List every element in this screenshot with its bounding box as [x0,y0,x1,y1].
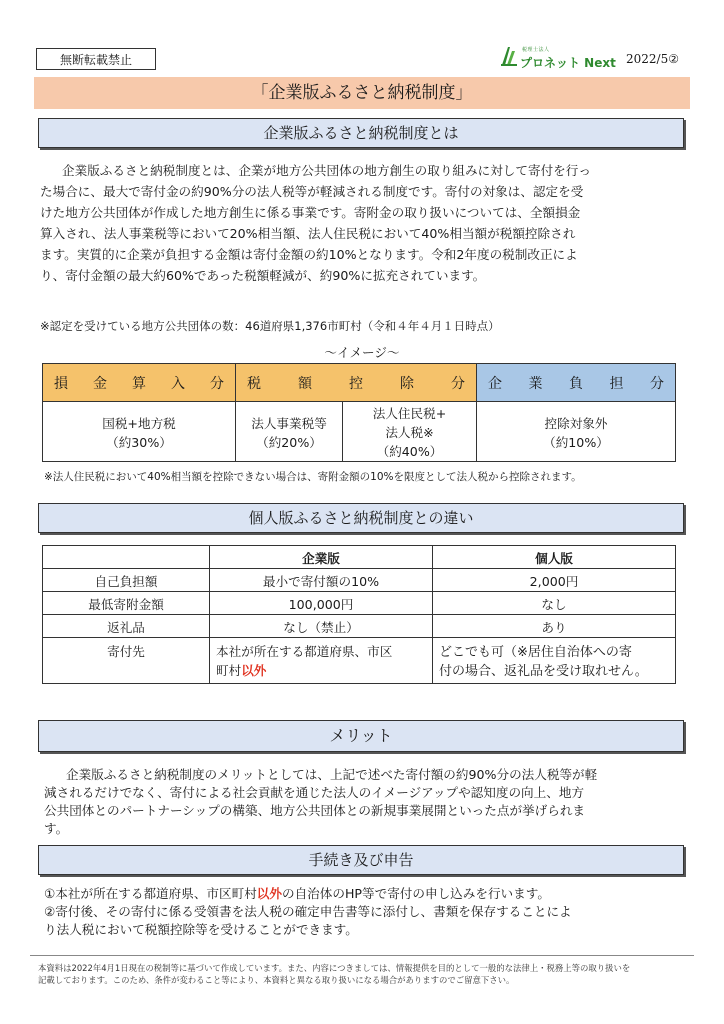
row-label: 自己負担額 [43,569,210,592]
overview-line: けた地方公共団体が作成した地方創生に係る事業です。寄附金の取り扱いについては、全額損金 [40,205,581,220]
section-heading-procedure: 手続き及び申告 [38,845,684,875]
corporate-destination-line [216,660,426,679]
header-company-burden [477,364,676,402]
cell-text: （約10%） [543,434,609,450]
cell-text: （約40%） [376,444,443,459]
header-char: 算 [132,375,146,392]
header-char: 分 [451,375,465,392]
overview-line: り、寄付金額の最大約60%であった税額軽減が、約90%に拡充されています。 [40,268,486,283]
header-char: 金 [93,375,107,392]
logo-mark-icon [500,45,518,67]
cell-text: 法人税※ [385,425,434,440]
corporate-value: なし（禁止） [210,615,433,638]
section-heading-merits: メリット [38,720,684,752]
header-char: 入 [171,375,185,392]
header-tax-credit [236,364,477,402]
header-char: 額 [298,375,312,392]
cell-text: 法人事業税等 [251,415,327,431]
corporate-destination-line: 本社が所在する都道府県、市区 [216,644,393,659]
header-char: 控 [349,375,363,392]
emphasis-except: 以外 [256,886,282,901]
procedure-list [44,885,686,939]
merits-line: 公共団体とのパートナーシップの構築、地方公共団体との新規事業展開といった点が挙げられま [44,803,586,818]
header-char: 担 [609,375,624,392]
emphasis-except: 以外 [241,663,267,678]
overview-line: 算入され、法人事業税等において20%相当額、法人住民税において40%相当額が税額控除され [40,226,576,241]
header-char: 損 [54,375,68,392]
cell-non-deductible [477,402,676,462]
individual-destination-line: どこでも可（※居住自治体への寄 [439,645,632,660]
corporate-value: 最小で寄付額の10% [210,569,433,592]
cell-text: 控除対象外 [544,415,608,431]
comparison-corner [43,546,210,569]
row-label: 最低寄附金額 [43,592,210,615]
header-char: 分 [210,375,224,392]
logo-subtitle: 税理士法人 [522,47,550,53]
header-char: 税 [247,375,261,392]
column-header-corporate: 企業版 [210,546,433,569]
overview-paragraph [40,160,690,286]
header-char: 企 [488,375,502,392]
merits-line: 減されるだけでなく、寄付による社会貢献を通じた法人のイメージアップや認知度の向上、地方 [44,785,585,800]
header-char: 業 [528,375,543,392]
logo-name: プロネット Next [520,56,616,70]
overview-line: た場合に、最大で寄付金の約90%分の法人税等が軽減される制度です。寄付の対象は、認定を受 [40,184,584,199]
overview-line: 企業版ふるさと納税制度とは、企業が地方公共団体の地方創生の取り組みに対して寄付を行っ [62,163,591,178]
certified-count-note: ※認定を受けている地方公共団体の数：46道府県1,376市町村（令和４年４月１日時点） [40,319,500,333]
column-header-individual: 個人版 [433,546,676,569]
table-row [43,592,676,615]
step-text: の自治体のHP等で寄付の申し込みを行います。 [281,886,550,901]
row-label: 返礼品 [43,615,210,638]
merits-line: 企業版ふるさと納税制度のメリットとしては、上記で述べた寄付額の約90%分の法人税等が軽 [66,767,598,782]
procedure-step-2-cont: り法人税において税額控除等を受けることができます。 [44,922,358,937]
corporate-value [210,638,433,684]
header-char: 分 [650,375,664,392]
cell-text: 法人住民税+ [372,406,447,421]
cell-text: （約20%） [256,434,322,450]
cell-text: （約30%） [106,434,172,450]
footer-divider [30,955,694,956]
individual-destination-line: 付の場合、返礼品を受け取れせん。 [439,664,648,679]
section-heading-comparison: 個人版ふるさと納税制度との違い [38,503,684,533]
row-label: 寄付先 [43,638,210,684]
individual-value: なし [433,592,676,615]
procedure-step-1 [44,885,686,903]
table-row [43,638,676,684]
disclaimer-line: 記載しております。このため、条件が変わること等により、本資料と異なる取り扱いになる場合がありますのでご留意下さい。 [38,975,515,985]
procedure-step-2: ②寄付後、その寄付に係る受領書を法人税の確定申告書等に添付し、書類を保存することによ [44,904,572,919]
cell-business-tax [236,402,343,462]
individual-value [433,638,676,684]
comparison-table [42,545,676,684]
merits-line: す。 [44,821,69,836]
individual-value: 2,000円 [433,569,676,592]
cell-inhabitant-tax [343,402,477,462]
corporate-destination-text: 町村 [216,663,242,678]
page-title: 「企業版ふるさと納税制度」 [34,77,690,109]
cell-text: 国税+地方税 [102,415,176,431]
company-logo [500,45,620,71]
disclaimer-footer [38,962,686,986]
corporate-value: 100,000円 [210,592,433,615]
image-caption: ～イメージ～ [324,345,400,360]
individual-value: あり [433,615,676,638]
cell-national-local-tax [43,402,236,462]
no-reproduction-stamp: 無断転載禁止 [36,48,156,70]
step-text: ①本社が所在する都道府県、市区町村 [44,886,257,901]
section-heading-overview: 企業版ふるさと納税制度とは [38,118,684,148]
header-deductible [43,364,236,402]
overview-line: ます。実質的に企業が負担する金額は寄付金額の約10%となります。令和2年度の税制改正によ [40,247,578,262]
disclaimer-line: 本資料は2022年4月1日現在の税制等に基づいて作成しています。また、内容につきましては、情報提供を目的として一般的な法律上・税務上等の取り扱いを [38,963,631,973]
table-row [43,569,676,592]
tax-breakdown-table [42,363,676,462]
header-char: 負 [569,375,583,392]
issue-date: 2022/5② [626,52,679,66]
merits-paragraph [44,766,686,838]
image-footnote: ※法人住民税において40%相当額を控除できない場合は、寄附金額の10%を限度として法人税から控除されます。 [44,471,582,483]
table-row [43,615,676,638]
header-char: 除 [400,375,414,392]
